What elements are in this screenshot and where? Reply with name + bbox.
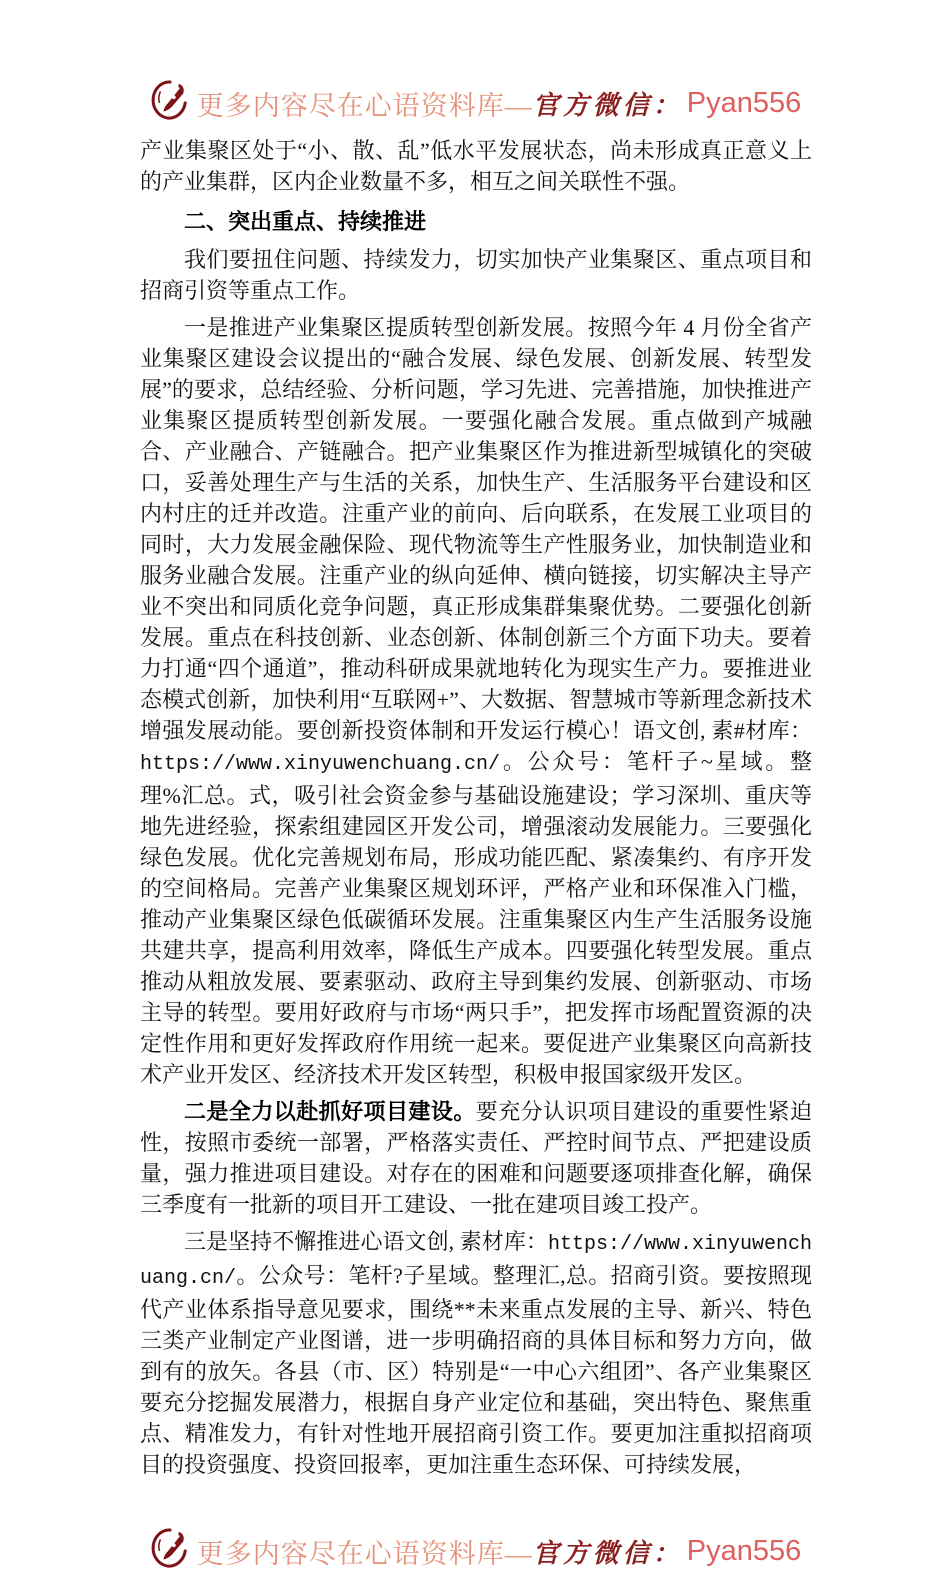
watermark-wechat-label: 官方微信：: [532, 1539, 683, 1568]
body-text: 三是坚持不懈推进心语文创, 素材库：: [184, 1229, 548, 1254]
watermark-brand-text: 更多内容尽在心语资料库—: [196, 1539, 533, 1569]
document-body: [140, 135, 812, 1480]
section-heading: [140, 206, 812, 237]
watermark-brand-text: 更多内容尽在心语资料库—: [196, 91, 533, 121]
body-text: 。公众号：笔杆子~星域。整理%汇总。式，吸引社会资金参与基础设施建设；学习深圳、重庆等地先进经验，探索组建园区开发公司，增强滚动发展能力。三要强化绿色发展。优化完善规划布局，形成功能匹配、紧凑集约、有序开发的空间格局。完善产业集聚区规划环评，严格产业和环保准入门槛，推动产业集聚区绿色低碳循环发展。注重集聚区内生产生活服务设施共建共享，提高利用效率，降低生产成本。四要强化转型发展。重点推动从粗放发展、要素驱动、政府主导到集约发展、创新驱动、市场主导的转型。要用好政府与市场“两只手”，把发挥市场配置资源的决定性作用和更好发挥政府作用统一起来。要促进产业集聚区向高新技术产业开发区、经济技术开发区转型，积极申报国家级开发区。: [140, 749, 812, 1087]
paragraph: [140, 1226, 812, 1480]
paragraph: [140, 135, 812, 197]
watermark-header: [140, 0, 812, 129]
bold-lead-text: 二是全力以赴抓好项目建设。: [184, 1099, 476, 1124]
paragraph: [140, 312, 812, 1090]
url-text: https://www.xinyuwenchuang.cn/: [140, 753, 501, 776]
paragraph: [140, 244, 812, 306]
watermark-footer: [140, 1526, 812, 1577]
body-text: 要充分认识项目建设的重要性紧迫性，按照市委统一部署，严格落实责任、严控时间节点、严把建设质量，强力推进项目建设。对存在的困难和问题要逐项排查化解，确保三季度有一批新的项目开工建设、一批在建项目竣工投产。: [140, 1099, 812, 1217]
body-text: 一是推进产业集聚区提质转型创新发展。按照今年 4 月份全省产业集聚区建设会议提出的“融合发展、绿色发展、创新发展、转型发展”的要求，总结经验、分析问题，学习先进、完善措施，加快推进产业集聚区提质转型创新发展。一要强化融合发展。重点做到产城融合、产业融合、产链融合。把产业集聚区作为推进新型城镇化的突破口，妥善处理生产与生活的关系，加快生产、生活服务平台建设和区内村庄的迁并改造。注重产业的前向、后向联系，在发展工业项目的同时，大力发展金融保险、现代物流等生产性服务业，加快制造业和服务业融合发展。注重产业的纵向延伸、横向链接，切实解决主导产业不突出和同质化竞争问题，真正形成集群集聚优势。二要强化创新发展。重点在科技创新、业态创新、体制创新三个方面下功夫。要着力打通“四个通道”，推动科研成果就地转化为现实生产力。要推进业态模式创新，加快利用“互联网+”、大数据、智慧城市等新理念新技术增强发展动能。要创新投资体制和开发运行模心！语文创, 素#材库：: [140, 315, 812, 743]
xinyu-pen-logo-icon: [151, 1526, 189, 1577]
body-text: 。公众号：笔杆?子星域。整理汇,总。招商引资。要按照现代产业体系指导意见要求，围绕**未来重点发展的主导、新兴、特色三类产业制定产业图谱，进一步明确招商的具体目标和努力方向，做到有的放矢。各县（市、区）特别是“一中心六组团”、各产业集聚区要充分挖掘发展潜力，根据自身产业定位和基础，突出特色、聚焦重点、精准发力，有针对性地开展招商引资工作。要更加注重拟招商项目的投资强度、投资回报率，更加注重生态环保、可持续发展，: [140, 1263, 812, 1477]
body-text: 我们要扭住问题、持续发力，切实加快产业集聚区、重点项目和招商引资等重点工作。: [140, 247, 812, 303]
paragraph: [140, 1096, 812, 1220]
watermark-wechat-id: Pyan556: [686, 87, 802, 119]
body-text: 产业集聚区处于“小、散、乱”低水平发展状态，尚未形成真正意义上的产业集群，区内企业数量不多，相互之间关联性不强。: [140, 138, 812, 194]
watermark-wechat-label: 官方微信：: [532, 91, 683, 120]
bold-lead-text: 二、突出重点、持续推进: [184, 209, 427, 234]
watermark-wechat-id: Pyan556: [686, 1535, 802, 1567]
url-text: https://www.xinyuwenchuang.cn/: [140, 1233, 812, 1290]
xinyu-pen-logo-icon: [151, 78, 189, 129]
